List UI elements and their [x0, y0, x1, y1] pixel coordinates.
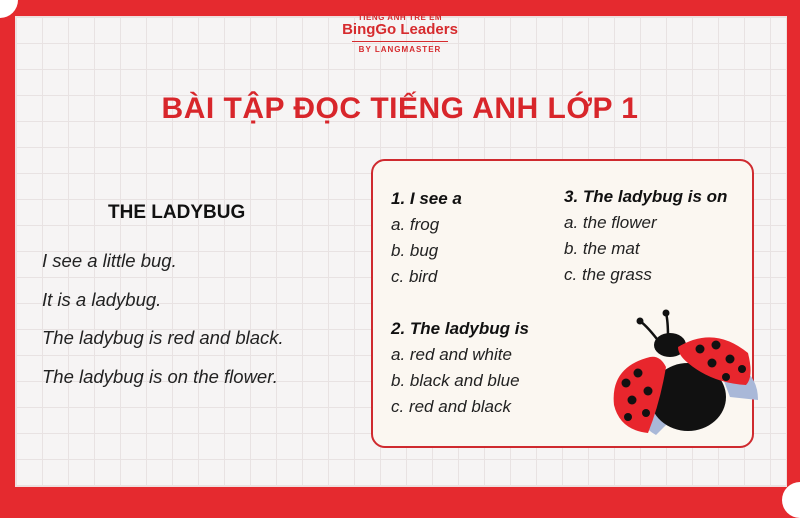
story-line: It is a ladybug.	[42, 288, 162, 310]
logo-tagline: TIẾNG ANH TRẺ EM	[357, 13, 443, 22]
question-2	[391, 316, 529, 420]
logo-brand: BingGo Leaders	[342, 21, 458, 38]
question-text: 2. The ladybug is	[391, 319, 529, 338]
question-3	[564, 184, 727, 288]
corner-dot-bottom-right	[782, 482, 800, 518]
answer-option: c. red and black	[391, 397, 512, 416]
answer-option: b. the mat	[564, 239, 640, 258]
question-1	[391, 186, 462, 290]
question-text: 3. The ladybug is on	[564, 187, 728, 206]
answer-option: a. the flower	[564, 213, 657, 232]
logo-byline: BY LANGMASTER	[358, 45, 442, 54]
ladybug-icon	[608, 305, 758, 440]
story-line: The ladybug is on the flower.	[42, 365, 278, 387]
answer-option: b. black and blue	[391, 371, 520, 390]
page-title: BÀI TẬP ĐỌC TIẾNG ANH LỚP 1	[161, 92, 639, 125]
story-title: THE LADYBUG	[108, 202, 246, 223]
logo-divider	[352, 41, 448, 42]
answer-option: b. bug	[391, 241, 439, 260]
answer-option: c. the grass	[564, 265, 652, 284]
story-line: I see a little bug.	[42, 250, 177, 271]
answer-option: a. red and white	[391, 345, 512, 364]
story-text	[42, 250, 284, 404]
answer-option: a. frog	[391, 215, 440, 234]
brand-logo	[0, 13, 800, 54]
question-text: 1. I see a	[391, 189, 462, 208]
story-line: The ladybug is red and black.	[42, 327, 284, 348]
answer-option: c. bird	[391, 267, 438, 286]
